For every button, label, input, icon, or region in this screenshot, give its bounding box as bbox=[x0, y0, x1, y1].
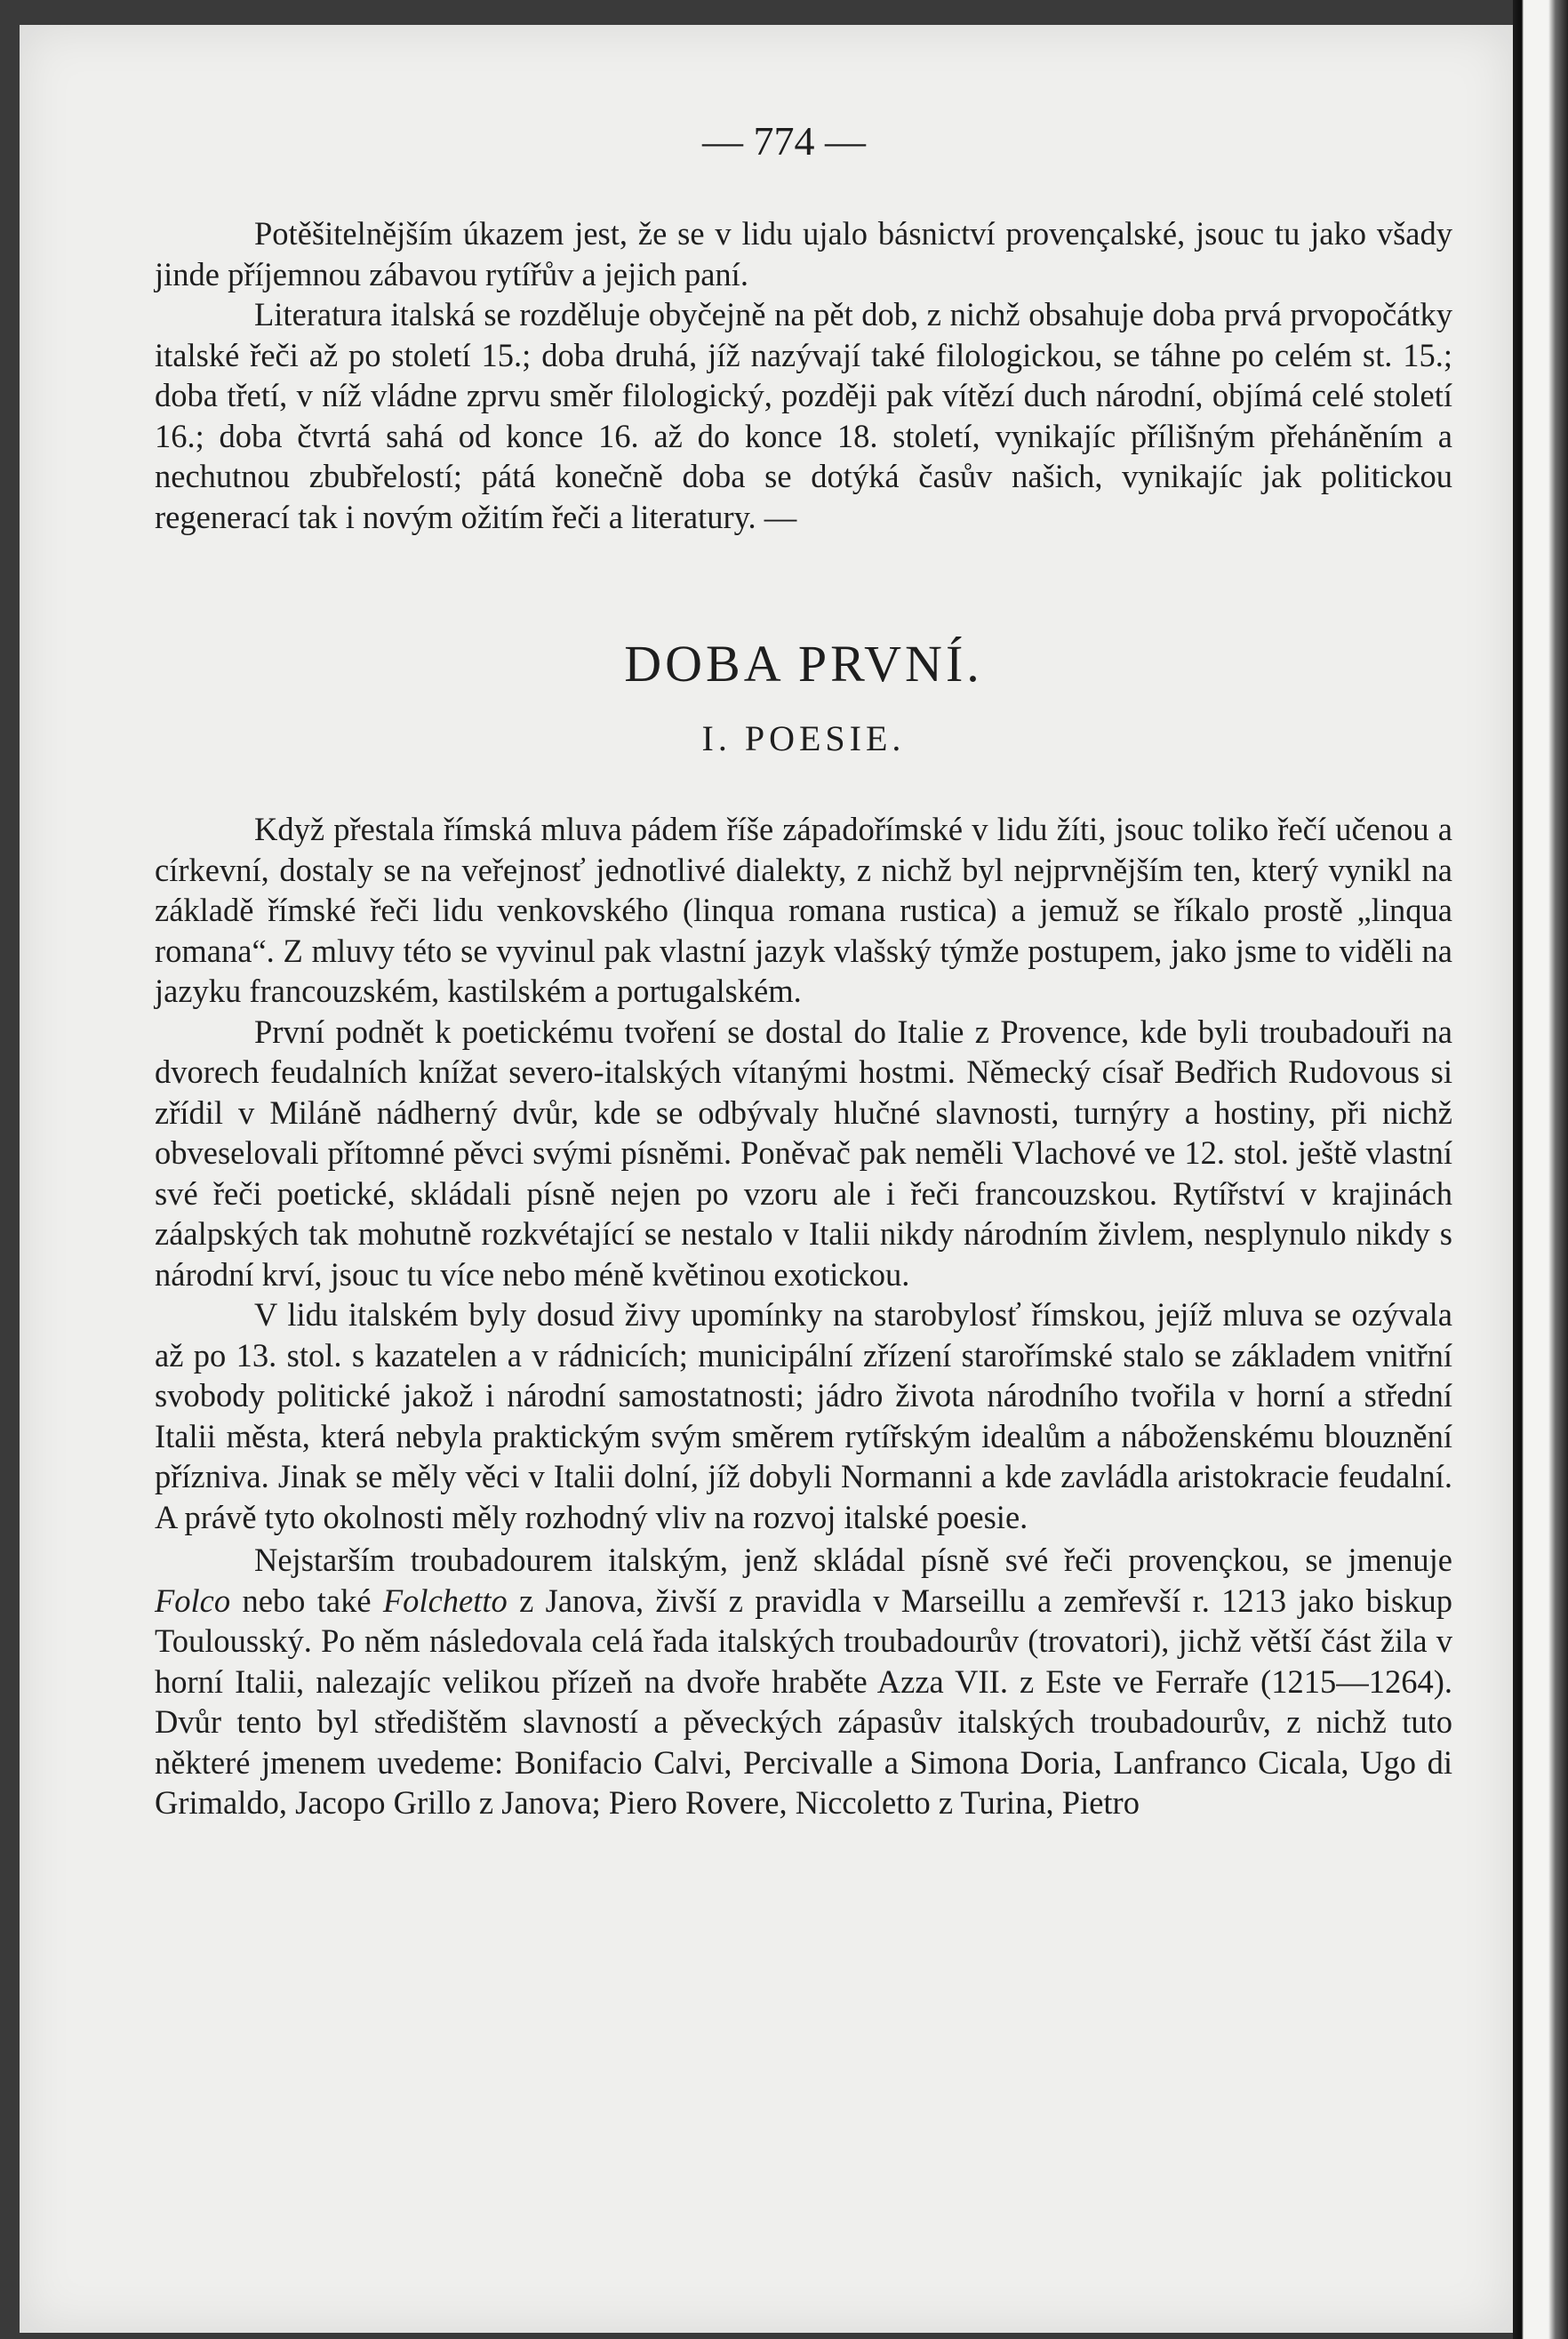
name-folchetto: Folchetto bbox=[382, 1582, 508, 1619]
name-folco: Folco bbox=[155, 1582, 231, 1619]
paragraph-provencal-poetry: Potěšitelnějším úkazem jest, že se v lidu ujalo básnictví provençalské, jsouc tu jako všady jinde příjemnou zábavou rytířův a jejich paní. bbox=[155, 215, 1452, 292]
section-title: I. POESIE. bbox=[701, 718, 906, 758]
paragraph-roman-language: Když přestala římská mluva pádem říše západořímské v lidu žíti, jsouc toliko řečí učenou a církevní, dostaly se na veřejnosť jednotlivé dialekty, z nichž byl nejprvnějším ten, který vynikl na základě římské řeči lidu venkovského (linqua romana rustica) a jemuž se říkalo prostě „linqua romana“. Z mluvy této se vyvinul pak vlastní jazyk vlašský týmže postupem, jako jsme to viděli na jazyku francouzském, kastilském a portugalském. bbox=[155, 811, 1452, 1009]
page-number: — 774 — bbox=[702, 118, 866, 164]
paragraph-oldest-troubadour bbox=[155, 1540, 1452, 1823]
text-segment: Nejstarším troubadourem italským, jenž skládal písně své řeči provençkou, se jmenuje bbox=[254, 1542, 1452, 1578]
paragraph-literature-periods: Literatura italská se rozděluje obyčejně na pět dob, z nichž obsahuje doba prvá prvopočátky italské řeči až po století 15.; doba druhá, jíž nazývají také filologickou, se táhne po celém st. 15.; doba třetí, v níž vládne zprvu směr filologický, později pak vítězí duch národní, objímá celé století 16.; doba čtvrtá sahá od konce 16. až do konce 18. století, vynikajíc přílišným přeháněním a nechutnou zbubřelostí; pátá konečně doba se dotýká časův našich, vynikajíc jak politickou regenerací tak i novým ožitím řeči a literatury. — bbox=[155, 296, 1452, 535]
text-column bbox=[155, 213, 1452, 1823]
text-segment: z Janova, živší z pravidla v Marseillu a zemřevší r. 1213 jako biskup Toulousský. Po něm následovala celá řada italských troubadourův (trovatori), jichž větší část žila v horní Italii, nalezajíc velikou přízeň na dvoře hraběte Azza VII. z Este ve Ferraře (1215—1264). Dvůr tento byl středištěm slavností a pěveckých zápasův italských troubadourův, z nichž tuto některé jmenem uvedeme: Bonifacio Calvi, Percivalle a Simona Doria, Lanfranco Cicala, Ugo di Grimaldo, Jacopo Grillo z Janova; Piero Rovere, Niccoletto z Turina, Pietro bbox=[155, 1582, 1453, 1821]
paragraph-provence-influence: První podnět k poetickému tvoření se dostal do Italie z Provence, kde byli troubadouři na dvorech feudalních knížat severo-italských vítanými hostmi. Německý císař Bedřich Rudovous si zřídil v Miláně nádherný dvůr, kde se odbývaly hlučné slavnosti, turnýry a hostiny, při nichž obveselovali přítomné pěvci svými písněmi. Poněvač pak neměli Vlachové ve 12. stol. ještě vlastní své řeči poetické, skládali písně nejen po vzoru ale i řeči francouzskou. Rytířství v krajinách záalpských tak mohutně rozkvétající se nestalo v Italii nikdy národním živlem, nesplynulo nikdy s národní krví, jsouc tu více nebo méně květinou exotickou. bbox=[155, 1013, 1452, 1293]
text-segment: nebo také bbox=[230, 1582, 383, 1619]
paragraph-italian-people: V lidu italském byly dosud živy upomínky na starobylosť římskou, jejíž mluva se ozývala až po 13. stol. s kazatelen a v rádnicích; municipální zřízení starořímské stalo se základem vnitřní svobody politické jakož i národní samostatnosti; jádro života národního tvořila v horní a střední Italii města, která nebyla praktickým svým směrem rytířským idealům a náboženskému blouznění přízniva. Jinak se měly věci v Italii dolní, jíž dobyli Normanni a kde zavládla aristokracie feudalní. A právě tyto okolnosti měly rozhodný vliv na rozvoj italské poesie. bbox=[155, 1296, 1452, 1535]
page-edge-binding bbox=[1513, 0, 1568, 2339]
chapter-title: DOBA PRVNÍ. bbox=[624, 635, 983, 693]
